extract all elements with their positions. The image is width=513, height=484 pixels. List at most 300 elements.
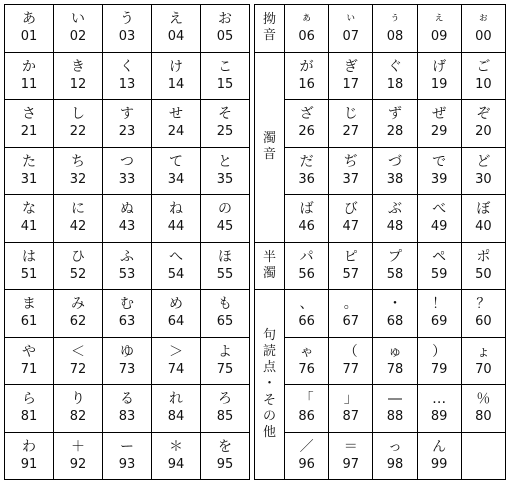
char-code: 24: [167, 124, 185, 140]
char-glyph: パ: [299, 248, 314, 265]
char-code: 95: [216, 456, 234, 472]
char-code: 39: [430, 171, 448, 187]
char-glyph: ＞: [169, 343, 183, 360]
char-code: 29: [430, 124, 448, 140]
char-code: 58: [386, 266, 404, 282]
char-cell: [329, 100, 373, 148]
char-code: 97: [342, 456, 360, 472]
table-row: [5, 242, 250, 290]
char-cell: [417, 385, 461, 433]
char-cell: [461, 195, 505, 243]
category-char: 音: [262, 28, 276, 44]
char-cell: [285, 432, 329, 480]
char-code: 64: [167, 314, 185, 330]
char-cell: [201, 432, 250, 480]
char-code: 96: [298, 456, 315, 472]
char-cell: [417, 52, 461, 100]
char-glyph: を: [218, 438, 232, 455]
table-row: [255, 147, 506, 195]
table-row: [255, 242, 506, 290]
char-code: 09: [430, 29, 448, 45]
char-glyph: と: [218, 153, 232, 170]
char-glyph: む: [120, 296, 134, 313]
char-cell: [417, 432, 461, 480]
char-cell: [417, 147, 461, 195]
char-cell: [329, 337, 373, 385]
char-glyph: さ: [22, 106, 36, 123]
char-code: 54: [167, 266, 185, 282]
char-code: 74: [167, 361, 185, 377]
char-code: 05: [216, 29, 234, 45]
char-glyph: ぬ: [120, 201, 134, 218]
char-code: 35: [216, 171, 234, 187]
char-glyph: ぼ: [476, 201, 491, 218]
char-glyph: ポ: [476, 248, 491, 265]
char-cell: [417, 290, 461, 338]
char-code: 45: [216, 219, 234, 235]
char-cell: [5, 290, 54, 338]
char-glyph: り: [71, 391, 85, 408]
char-glyph: ろ: [218, 391, 232, 408]
char-code: 36: [298, 171, 315, 187]
char-code: 22: [69, 124, 87, 140]
char-code: 55: [216, 266, 234, 282]
char-cell: [285, 5, 329, 53]
char-code: 76: [298, 361, 315, 377]
char-code: 31: [20, 171, 38, 187]
category-char: 半: [262, 249, 276, 265]
char-cell: [373, 100, 417, 148]
char-code: 86: [298, 409, 315, 425]
table-row: [5, 52, 250, 100]
char-cell: [5, 195, 54, 243]
char-code: 85: [216, 409, 234, 425]
char-glyph: ざ: [299, 106, 314, 123]
char-cell: [5, 337, 54, 385]
char-glyph: う: [120, 11, 134, 28]
char-code: 91: [20, 456, 38, 472]
char-cell: [373, 195, 417, 243]
category-char: 濁: [262, 130, 276, 146]
char-glyph: ペ: [432, 248, 447, 265]
char-cell: [103, 147, 152, 195]
char-code: 92: [69, 456, 87, 472]
char-glyph: ＋: [71, 438, 85, 455]
char-glyph: お: [218, 11, 232, 28]
char-cell: [373, 337, 417, 385]
char-cell: [103, 100, 152, 148]
char-glyph: へ: [169, 248, 183, 265]
char-glyph: こ: [218, 58, 232, 75]
char-code: 68: [386, 314, 404, 330]
char-cell: [285, 195, 329, 243]
char-glyph: ね: [169, 201, 183, 218]
table-row: [255, 290, 506, 338]
char-code: 66: [298, 314, 315, 330]
char-code: 30: [475, 171, 492, 187]
char-cell: [329, 147, 373, 195]
category-char: 拗: [262, 12, 276, 27]
char-cell: [461, 147, 505, 195]
char-code: 42: [69, 219, 87, 235]
char-code: 88: [386, 409, 404, 425]
char-cell: [373, 432, 417, 480]
char-cell: [461, 5, 505, 53]
char-code: 01: [20, 29, 38, 45]
char-code: 98: [386, 456, 404, 472]
table-row: [255, 337, 506, 385]
char-code: 27: [342, 124, 360, 140]
char-glyph: ぎ: [343, 58, 358, 75]
char-glyph: ＊: [169, 438, 183, 455]
char-cell: [461, 337, 505, 385]
char-glyph: …: [432, 391, 447, 408]
char-code: 89: [430, 409, 448, 425]
char-glyph: め: [169, 296, 183, 313]
char-glyph: の: [218, 201, 232, 218]
char-cell: [461, 385, 505, 433]
char-code: 38: [386, 171, 404, 187]
table-row: [255, 52, 506, 100]
char-glyph: あ: [22, 11, 36, 28]
char-glyph: だ: [299, 153, 314, 170]
char-cell: [152, 195, 201, 243]
char-code: 60: [475, 314, 492, 330]
char-cell: [103, 290, 152, 338]
char-glyph: ）: [432, 343, 447, 360]
char-code: 23: [118, 124, 136, 140]
char-glyph: 「: [299, 391, 314, 408]
char-glyph: た: [22, 153, 36, 170]
char-cell: [152, 100, 201, 148]
char-glyph: じ: [343, 106, 358, 123]
char-code: 69: [430, 314, 448, 330]
char-cell: [285, 337, 329, 385]
char-code: 57: [342, 266, 360, 282]
char-glyph: ど: [476, 153, 491, 170]
char-glyph: そ: [218, 106, 232, 123]
char-code: 47: [342, 219, 360, 235]
char-glyph: ぞ: [476, 106, 491, 123]
char-cell: [461, 100, 505, 148]
char-code: 28: [386, 124, 404, 140]
char-glyph: か: [22, 58, 36, 75]
char-cell: [329, 52, 373, 100]
char-cell: [461, 290, 505, 338]
char-code: 37: [342, 171, 360, 187]
right-hiragana-table: [254, 4, 506, 480]
char-cell: [201, 290, 250, 338]
char-glyph: き: [71, 58, 85, 75]
char-code: 06: [298, 29, 315, 45]
table-row: [255, 432, 506, 480]
char-cell: [54, 432, 103, 480]
char-glyph: べ: [432, 201, 447, 218]
table-row: [5, 385, 250, 433]
char-code: 79: [430, 361, 448, 377]
char-cell: [201, 100, 250, 148]
char-glyph: せ: [169, 106, 183, 123]
table-row: [255, 100, 506, 148]
char-code: 02: [69, 29, 87, 45]
category-handakuon: [255, 242, 285, 290]
char-glyph: み: [71, 296, 85, 313]
table-row: [255, 385, 506, 433]
char-glyph: つ: [120, 153, 134, 170]
char-code: 67: [342, 314, 360, 330]
table-row: [5, 195, 250, 243]
char-code: 26: [298, 124, 315, 140]
category-youon: [255, 5, 285, 53]
char-cell: [201, 5, 250, 53]
char-code: 19: [430, 76, 448, 92]
table-row: [5, 147, 250, 195]
char-cell: [373, 290, 417, 338]
char-cell: [5, 5, 54, 53]
char-cell: [285, 52, 329, 100]
char-cell: [201, 337, 250, 385]
char-code: 46: [298, 219, 315, 235]
char-cell: [54, 337, 103, 385]
char-cell: [54, 5, 103, 53]
char-cell: [5, 100, 54, 148]
char-code: 14: [167, 76, 185, 92]
char-code: 52: [69, 266, 87, 282]
char-code: 41: [20, 219, 38, 235]
category-char: 他: [262, 425, 276, 441]
char-code: 44: [167, 219, 185, 235]
char-cell: [5, 147, 54, 195]
char-glyph: ―: [387, 391, 402, 408]
char-glyph: ！: [432, 296, 447, 313]
char-glyph: け: [169, 58, 183, 75]
char-cell: [103, 5, 152, 53]
char-code: 77: [342, 361, 360, 377]
char-glyph: ぃ: [345, 10, 357, 24]
char-code: 16: [298, 76, 315, 92]
char-cell: [152, 432, 201, 480]
table-row: [5, 290, 250, 338]
char-glyph: ／: [299, 438, 314, 455]
char-cell: [329, 5, 373, 53]
char-glyph: も: [218, 296, 232, 313]
char-code: 21: [20, 124, 38, 140]
char-code: 63: [118, 314, 136, 330]
char-glyph: ゃ: [299, 343, 314, 360]
char-glyph: や: [22, 343, 36, 360]
char-code: 78: [386, 361, 404, 377]
char-code: 80: [475, 409, 492, 425]
char-code: 33: [118, 171, 136, 187]
char-code: 07: [342, 29, 360, 45]
char-code: 12: [69, 76, 87, 92]
char-glyph: ぜ: [432, 106, 447, 123]
char-code: 20: [475, 124, 492, 140]
char-cell: [329, 432, 373, 480]
char-glyph: ょ: [476, 343, 491, 360]
char-cell: [152, 337, 201, 385]
char-cell: [103, 385, 152, 433]
char-glyph: ま: [22, 296, 36, 313]
char-cell: [373, 147, 417, 195]
char-code: 49: [430, 219, 448, 235]
table-row: [255, 195, 506, 243]
char-cell: [5, 385, 54, 433]
category-char: 点: [262, 360, 276, 376]
char-glyph: わ: [22, 438, 36, 455]
table-row: [5, 432, 250, 480]
char-glyph: に: [71, 201, 85, 218]
char-cell: [285, 385, 329, 433]
char-glyph: づ: [387, 153, 402, 170]
char-code: 08: [386, 29, 404, 45]
char-code: 93: [118, 456, 136, 472]
char-glyph: ー: [120, 438, 134, 455]
char-cell: [285, 147, 329, 195]
char-code: 56: [298, 266, 315, 282]
char-code: 15: [216, 76, 234, 92]
char-glyph: ば: [299, 201, 314, 218]
char-glyph: え: [169, 11, 183, 28]
char-code: 32: [69, 171, 87, 187]
char-code: 04: [167, 29, 185, 45]
char-cell: [201, 242, 250, 290]
char-cell: [54, 195, 103, 243]
char-cell: [461, 52, 505, 100]
char-glyph: ゅ: [387, 343, 402, 360]
char-cell: [285, 242, 329, 290]
char-glyph: ％: [476, 391, 491, 408]
char-cell: [54, 290, 103, 338]
char-glyph: ち: [71, 153, 85, 170]
char-code: 83: [118, 409, 136, 425]
char-code: 34: [167, 171, 185, 187]
char-cell: [373, 52, 417, 100]
char-cell: [329, 385, 373, 433]
table-row: [255, 5, 506, 53]
char-code: 59: [430, 266, 448, 282]
char-glyph: い: [71, 11, 85, 28]
char-cell: [373, 5, 417, 53]
category-char: の: [262, 408, 276, 424]
char-code: 17: [342, 76, 360, 92]
char-cell: [5, 52, 54, 100]
char-cell: [103, 52, 152, 100]
char-glyph: げ: [432, 58, 447, 75]
char-cell: [54, 147, 103, 195]
char-glyph: が: [299, 58, 314, 75]
char-cell: [373, 242, 417, 290]
category-char: 濁: [262, 265, 276, 281]
char-code: 71: [20, 361, 38, 377]
char-cell: [329, 290, 373, 338]
category-char: そ: [262, 392, 276, 408]
char-glyph: ゆ: [120, 343, 134, 360]
char-glyph: ひ: [71, 248, 85, 265]
char-cell: [54, 242, 103, 290]
category-char: 読: [262, 343, 276, 359]
char-glyph: れ: [169, 391, 183, 408]
char-cell: [103, 337, 152, 385]
char-glyph: 、: [299, 296, 314, 313]
char-code: 51: [20, 266, 38, 282]
char-code: 65: [216, 314, 234, 330]
char-code: 18: [386, 76, 404, 92]
char-cell: [329, 242, 373, 290]
char-glyph: ほ: [218, 248, 232, 265]
char-code: 99: [430, 456, 448, 472]
char-glyph: ぇ: [433, 10, 445, 24]
char-glyph: し: [71, 106, 85, 123]
char-glyph: て: [169, 153, 183, 170]
char-cell: [152, 242, 201, 290]
char-glyph: ＝: [343, 438, 358, 455]
char-cell: [54, 52, 103, 100]
char-cell: [152, 385, 201, 433]
char-glyph: ぶ: [387, 201, 402, 218]
category-char: 音: [262, 147, 276, 162]
char-cell: [417, 5, 461, 53]
char-code: 13: [118, 76, 136, 92]
char-glyph: く: [120, 58, 134, 75]
char-glyph: ふ: [120, 248, 134, 265]
char-code: 94: [167, 456, 185, 472]
char-glyph: ず: [387, 106, 402, 123]
char-code: 43: [118, 219, 136, 235]
char-cell: [201, 385, 250, 433]
char-cell: [201, 147, 250, 195]
char-glyph: プ: [387, 248, 402, 265]
char-code: 48: [386, 219, 404, 235]
category-dakuon: [255, 52, 285, 242]
left-hiragana-table: [4, 4, 250, 480]
table-row: [5, 100, 250, 148]
char-code: 82: [69, 409, 87, 425]
char-glyph: よ: [218, 343, 232, 360]
char-cell: [103, 432, 152, 480]
char-code: 75: [216, 361, 234, 377]
char-glyph: ぐ: [387, 58, 402, 75]
char-glyph: で: [432, 153, 447, 170]
char-code: 87: [342, 409, 360, 425]
char-glyph: ぅ: [389, 10, 401, 24]
char-cell: [285, 290, 329, 338]
char-glyph: ？: [476, 296, 491, 313]
char-code: 00: [475, 29, 492, 45]
char-code: 50: [475, 266, 492, 282]
char-glyph: ぢ: [343, 153, 358, 170]
char-code: 72: [69, 361, 87, 377]
char-cell: [152, 147, 201, 195]
char-glyph: ご: [476, 58, 491, 75]
char-glyph: ぉ: [477, 10, 489, 24]
char-code: 53: [118, 266, 136, 282]
char-cell: [373, 385, 417, 433]
char-cell: [461, 432, 505, 480]
char-cell: [201, 52, 250, 100]
char-cell: [5, 432, 54, 480]
char-glyph: （: [343, 343, 358, 360]
char-cell: [103, 242, 152, 290]
char-cell: [417, 242, 461, 290]
char-cell: [285, 100, 329, 148]
category-char: ・: [262, 376, 276, 392]
char-code: 61: [20, 314, 38, 330]
char-glyph: ん: [432, 438, 447, 455]
char-cell: [417, 195, 461, 243]
char-glyph: な: [22, 201, 36, 218]
char-cell: [152, 5, 201, 53]
